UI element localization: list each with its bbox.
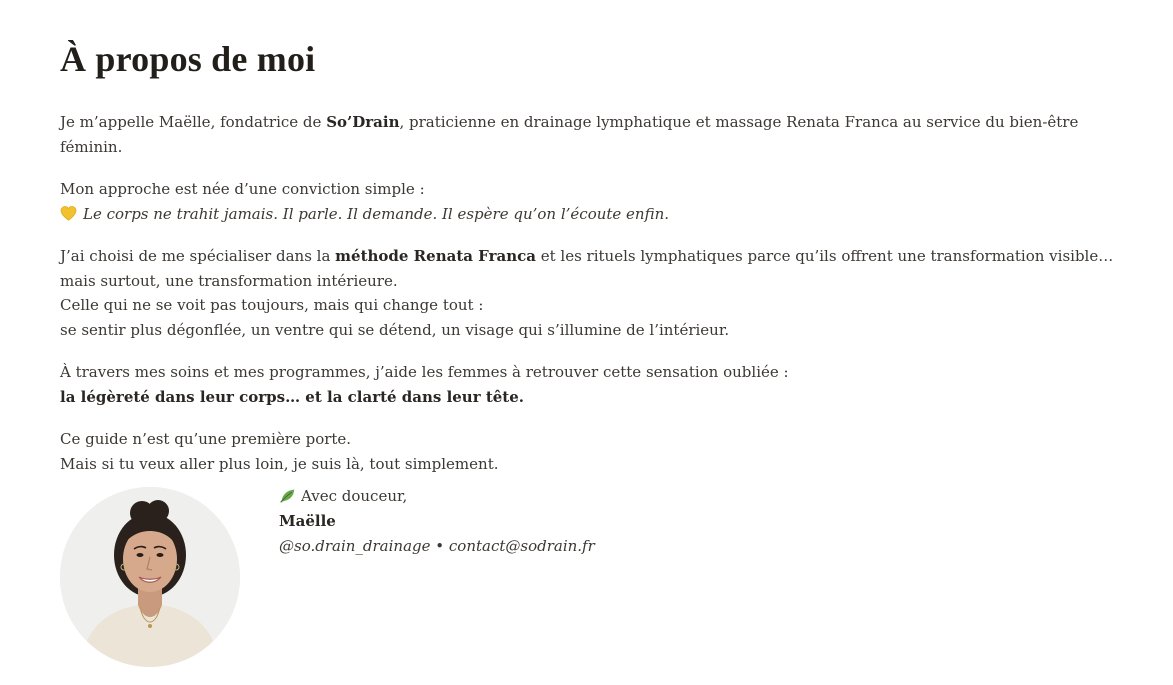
avatar [60,487,240,667]
method-line [60,244,1120,293]
signature-block [60,487,760,667]
signature-text [279,484,595,559]
approach-line: Mon approche est née d’une conviction simple : [60,180,425,198]
approach-quote: Le corps ne trahit jamais. Il parle. Il demande. Il espère qu’on l’écoute enfin. [83,204,670,223]
intro-text-end: , praticienne en drainage lymphatique et massage Renata Franca au service du bien-être féminin. [60,113,1079,156]
intro-paragraph [60,110,1120,159]
signer-name-line [279,509,595,534]
method-line-2: Celle qui ne se voit pas toujours, mais qui change tout : [60,296,484,314]
signer-name: Maëlle [279,512,336,530]
leaf-icon [279,487,296,504]
page-title: À propos de moi [60,39,316,79]
intro-text: Je m’appelle Maëlle, fondatrice de [60,113,327,131]
contact-info: @so.drain_drainage • contact@sodrain.fr [279,537,595,555]
method-text-end: et les rituels lymphatiques parce qu’ils offrent une transformation visible… mais surtout, une transformation intérieure. [60,247,1114,290]
greeting-line [279,484,595,509]
yellow-heart-icon [60,206,77,221]
brand-name: So’Drain [326,113,400,131]
method-paragraph [60,244,1120,342]
greeting: Avec douceur, [301,487,408,505]
guide-line-2: Mais si tu veux aller plus loin, je suis là, tout simplement. [60,454,499,473]
method-line-3: se sentir plus dégonflée, un ventre qui se détend, un visage qui s’illumine de l’intérieur. [60,320,730,339]
quote-line [60,202,1120,227]
care-line: À travers mes soins et mes programmes, j’aide les femmes à retrouver cette sensation oubliée : [60,363,789,381]
guide-paragraph [60,427,1120,476]
care-paragraph [60,360,1120,409]
portrait-photo [60,487,240,667]
method-name: méthode Renata Franca [335,247,536,265]
care-emphasis: la légèreté dans leur corps… et la clarté dans leur tête. [60,387,525,406]
approach-paragraph [60,177,1120,226]
method-text: J’ai choisi de me spécialiser dans la [60,247,336,265]
guide-line-1: Ce guide n’est qu’une première porte. [60,430,352,448]
about-text [60,110,1120,494]
